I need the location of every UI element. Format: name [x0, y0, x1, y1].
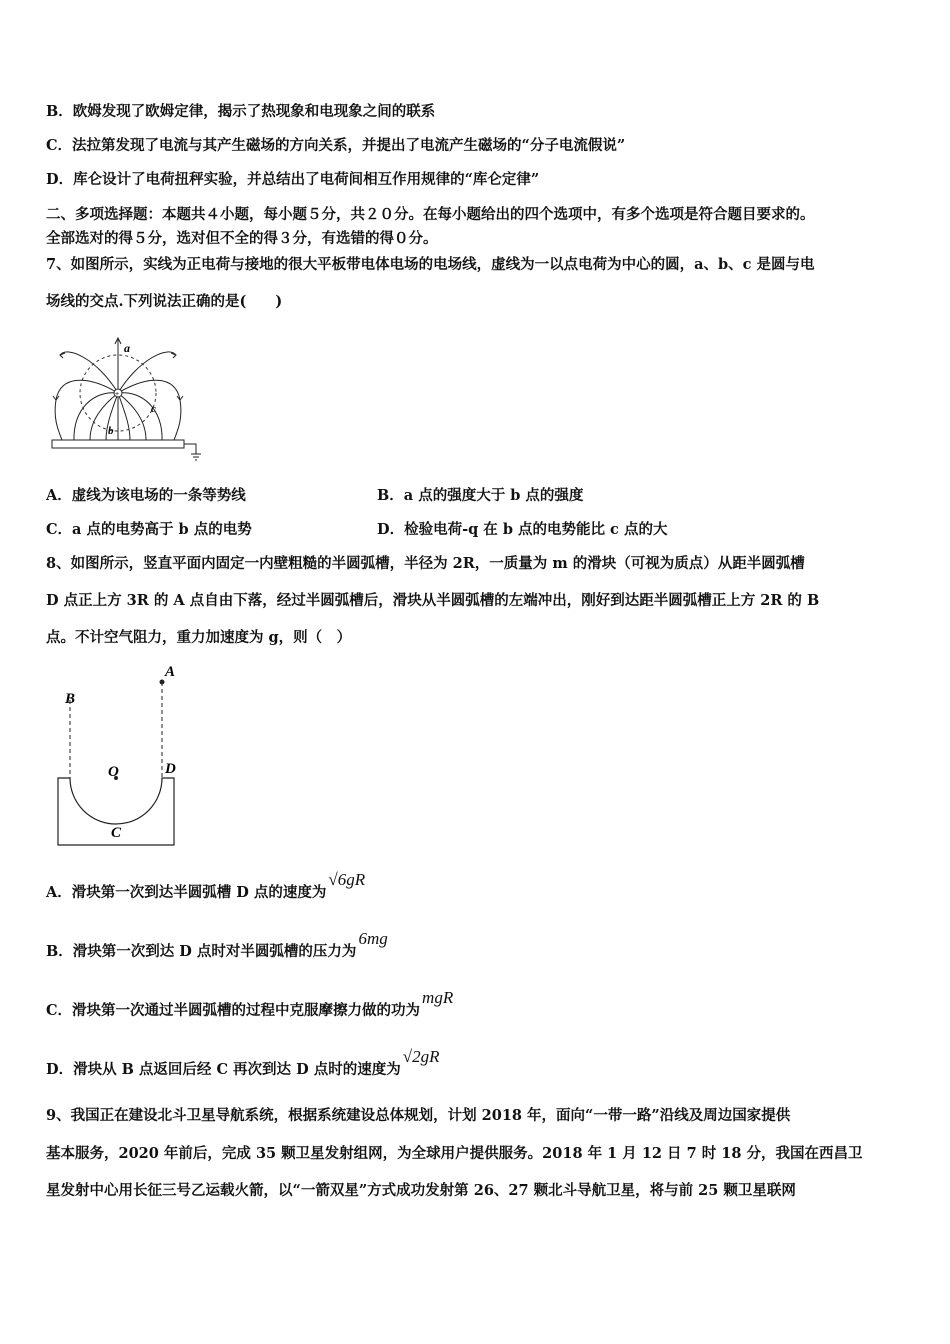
q8-option-d-text: D．滑块从 B 点返回后经 C 再次到达 D 点时的速度为 — [46, 1061, 401, 1078]
label-c: c — [151, 403, 156, 415]
label-d: D — [165, 761, 176, 777]
ground-icon — [191, 454, 201, 460]
q9-stem-line1: 9、我国正在建设北斗卫星导航系统，根据系统建设总体规划，计划 2018 年，面向“一带一路”沿线及周边国家提供 — [46, 1107, 791, 1124]
q8-figure-half-pipe — [50, 660, 190, 850]
label-c: C — [111, 825, 122, 841]
q8-stem-line3: 点。不计空气阻力，重力加速度为 g，则（ ） — [46, 629, 352, 646]
q8-stem-line2: D 点正上方 3R 的 A 点自由下落，经过半圆弧槽后，滑块从半圆弧槽的左端冲出，刚好到达距半圆弧槽正上方 2R 的 B — [46, 592, 820, 609]
q7-stem-line1: 7、如图所示，实线为正电荷与接地的很大平板带电体电场的电场线，虚线为一以点电荷为中心的圆，a、b、c 是圆与电 — [46, 256, 815, 273]
q7-option-b: B．a 点的强度大于 b 点的强度 — [377, 487, 584, 504]
label-o: O — [108, 764, 119, 780]
q8-stem-line1: 8、如图所示，竖直平面内固定一内壁粗糙的半圆弧槽，半径为 2R，一质量为 m 的滑块（可视为质点）从距半圆弧槽 — [46, 555, 805, 572]
svg-text:+: + — [115, 390, 119, 398]
q8-option-c — [46, 988, 454, 1021]
section2-heading-line1: 二、多项选择题：本题共４小题，每小题５分，共２０分。在每小题给出的四个选项中，有多个选项是符合题目要求的。 — [46, 206, 815, 223]
label-a: a — [124, 341, 130, 355]
q8-option-a-math: √6gR — [328, 870, 366, 889]
label-b: B — [65, 691, 76, 707]
label-a: A — [165, 664, 176, 680]
prev-option-b: B．欧姆发现了欧姆定律，揭示了热现象和电现象之间的联系 — [46, 103, 436, 120]
prev-option-c: C．法拉第发现了电流与其产生磁场的方向关系，并提出了电流产生磁场的“分子电流假说” — [46, 137, 626, 154]
q7-option-a: A．虚线为该电场的一条等势线 — [46, 487, 246, 504]
prev-option-d: D．库仑设计了电荷扭秤实验，并总结出了电荷间相互作用规律的“库仑定律” — [46, 171, 540, 188]
q8-option-b-math: 6mg — [358, 929, 388, 948]
q9-stem-line3: 星发射中心用长征三号乙运载火箭，以“一箭双星”方式成功发射第 26、27 颗北斗导航卫星，将与前 25 颗卫星联网 — [46, 1182, 796, 1199]
q7-option-d: D．检验电荷-q 在 b 点的电势能比 c 点的大 — [377, 521, 668, 538]
q9-stem-line2: 基本服务，2020 年前后，完成 35 颗卫星发射组网，为全球用户提供服务。2018 年 1 月 12 日 7 时 18 分，我国在西昌卫 — [46, 1145, 863, 1162]
q8-option-c-math: mgR — [422, 988, 454, 1007]
q8-option-b-text: B．滑块第一次到达 D 点时对半圆弧槽的压力为 — [46, 943, 357, 960]
point-a — [160, 680, 165, 685]
section2-heading-line2: 全部选对的得５分，选对但不全的得３分，有选错的得０分。 — [46, 230, 438, 247]
q8-option-d — [46, 1047, 440, 1080]
q8-option-a-text: A．滑块第一次到达半圆弧槽 D 点的速度为 — [46, 884, 327, 901]
q7-figure-electric-field — [48, 330, 208, 462]
label-b: b — [108, 425, 114, 437]
q8-option-d-math: √2gR — [402, 1047, 440, 1066]
q8-option-a — [46, 870, 366, 903]
q8-option-c-text: C．滑块第一次通过半圆弧槽的过程中克服摩擦力做的功为 — [46, 1002, 421, 1019]
charged-plate — [52, 440, 184, 448]
q7-stem-line2: 场线的交点.下列说法正确的是( ) — [46, 293, 283, 310]
q7-option-c: C．a 点的电势高于 b 点的电势 — [46, 521, 252, 538]
q8-option-b — [46, 929, 388, 962]
